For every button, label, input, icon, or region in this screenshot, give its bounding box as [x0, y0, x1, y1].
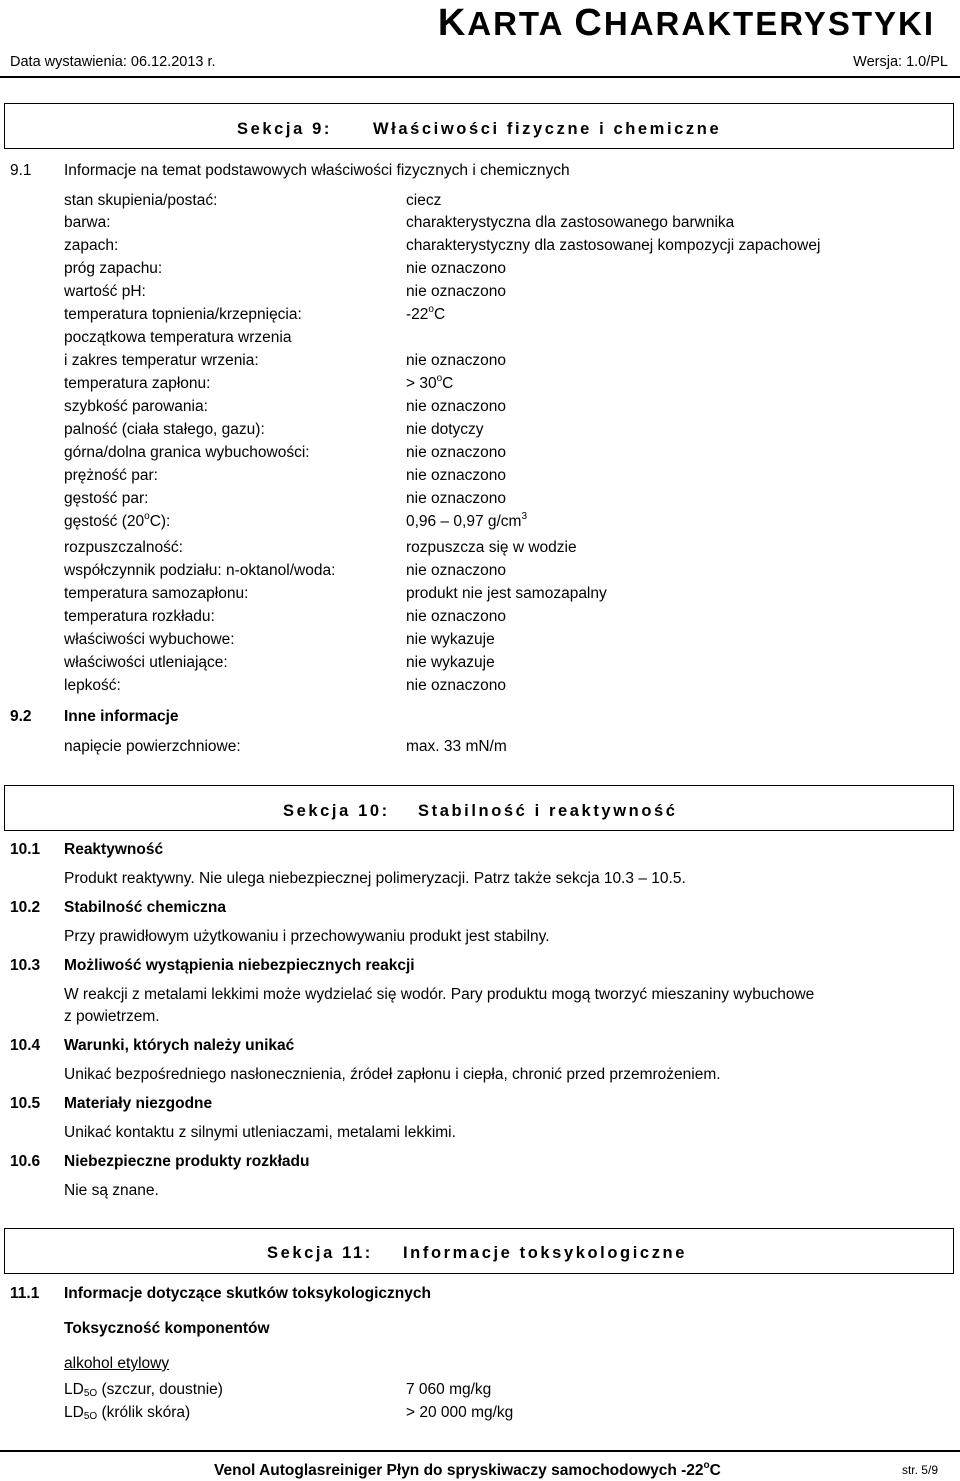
property-label: lepkość:	[64, 677, 121, 694]
property-value: 0,96 – 0,97 $g/cm^3$	[406, 511, 528, 530]
subsection-title: Stabilność chemiczna	[64, 899, 226, 916]
subsection-num: 10.3	[10, 957, 41, 974]
subsection-title: Niebezpieczne produkty rozkładu	[64, 1153, 310, 1170]
subsection-title: Warunki, których należy unikać	[64, 1037, 295, 1054]
property-value: nie oznaczono	[406, 444, 506, 461]
component-name: alkohol etylowy	[64, 1355, 170, 1372]
page-number: str. 5/9	[901, 1463, 938, 1477]
property-value: ciecz	[406, 192, 442, 209]
paragraph: Przy prawidłowym użytkowaniu i przechowywaniu produkt jest stabilny.	[64, 928, 550, 945]
tox-row-label: $LD_{5O}$ (szczur, doustnie)	[64, 1381, 223, 1399]
subsection-num: 10.2	[10, 899, 41, 916]
subsection-title: Inne informacje	[64, 708, 179, 725]
subsection-title: Informacje na temat podstawowych właściwości fizycznych i chemicznych	[64, 162, 570, 179]
paragraph: Produkt reaktywny. Nie ulega niebezpiecznej polimeryzacji. Patrz także sekcja 10.3 – 10.5.	[64, 870, 686, 887]
property-label: rozpuszczalność:	[64, 539, 183, 556]
subsection-num: 10.1	[10, 841, 41, 858]
paragraph: Unikać bezpośredniego nasłonecznienia, źródeł zapłonu i ciepła, chronić przed przemrożeniem.	[64, 1066, 721, 1083]
property-value: nie oznaczono	[406, 283, 506, 300]
subsection-title: Materiały niezgodne	[64, 1095, 213, 1112]
section-11-label: Sekcja 11:	[267, 1244, 373, 1262]
section-9-label: Sekcja 9:	[237, 120, 332, 138]
issue-date: Data wystawienia: 06.12.2013 r.	[10, 54, 216, 70]
property-label: stan skupienia/postać:	[64, 192, 218, 209]
property-value: nie oznaczono	[406, 562, 506, 579]
property-label: gęstość par:	[64, 490, 149, 507]
footer-rule	[0, 1450, 960, 1452]
version: Wersja: 1.0/PL	[853, 54, 948, 70]
property-value: nie oznaczono	[406, 260, 506, 277]
property-label: gęstość (20$^o$C):	[64, 511, 171, 530]
subsection-num: 10.4	[10, 1037, 41, 1054]
property-value: max. 33 mN/m	[406, 738, 507, 755]
property-label: temperatura zapłonu:	[64, 375, 211, 392]
property-label: palność (ciała stałego, gazu):	[64, 421, 265, 438]
property-label: początkowa temperatura wrzenia	[64, 329, 292, 346]
property-value: charakterystyczny dla zastosowanej kompozycji zapachowej	[406, 237, 821, 254]
property-value: nie wykazuje	[406, 631, 495, 648]
subsection-num: 10.5	[10, 1095, 41, 1112]
section-9-title: Właściwości fizyczne i chemiczne	[373, 120, 722, 138]
paragraph: Unikać kontaktu z silnymi utleniaczami, metalami lekkimi.	[64, 1124, 456, 1141]
property-label: górna/dolna granica wybuchowości:	[64, 444, 310, 461]
subsection-num: 9.2	[10, 708, 32, 725]
property-value: -22$^o$C	[406, 304, 446, 323]
footer-product: Venol Autoglasreiniger Płyn do spryskiwaczy samochodowych -22$^o$C	[214, 1460, 721, 1479]
section-9-header	[4, 103, 954, 149]
property-value: nie oznaczono	[406, 490, 506, 507]
section-10-title: Stabilność i reaktywność	[418, 802, 678, 820]
subsection-title: Reaktywność	[64, 841, 164, 858]
paragraph: W reakcji z metalami lekkimi może wydzielać się wodór. Pary produktu mogą tworzyć mieszaniny wybuchowe	[64, 986, 815, 1003]
property-label: próg zapachu:	[64, 260, 163, 277]
subsection-num: 10.6	[10, 1153, 41, 1170]
property-label: zapach:	[64, 237, 119, 254]
property-value: nie oznaczono	[406, 677, 506, 694]
property-label: temperatura rozkładu:	[64, 608, 215, 625]
property-value: nie oznaczono	[406, 398, 506, 415]
property-value: nie oznaczono	[406, 467, 506, 484]
section-10-header	[4, 785, 954, 831]
section-10-label: Sekcja 10:	[283, 802, 390, 820]
property-label: właściwości wybuchowe:	[64, 631, 235, 648]
tox-row-label: $LD_{5O}$ (królik skóra)	[64, 1404, 191, 1422]
subsection-title: Informacje dotyczące skutków toksykologicznych	[64, 1285, 431, 1302]
subsection-title: Możliwość wystąpienia niebezpiecznych reakcji	[64, 957, 415, 974]
document-title: KARTA CHARAKTERYSTYKI	[437, 2, 935, 44]
property-value: produkt nie jest samozapalny	[406, 585, 607, 602]
property-label: prężność par:	[64, 467, 158, 484]
property-label: i zakres temperatur wrzenia:	[64, 352, 259, 369]
property-value: nie oznaczono	[406, 352, 506, 369]
property-value: > $30^oC$	[406, 373, 454, 392]
property-value: rozpuszcza się w wodzie	[406, 539, 577, 556]
header-rule	[0, 76, 960, 78]
property-value: charakterystyczna dla zastosowanego barwnika	[406, 214, 735, 231]
section-11-header	[4, 1228, 954, 1274]
property-label: współczynnik podziału: n-oktanol/woda:	[64, 562, 336, 579]
property-value: nie dotyczy	[406, 421, 484, 438]
property-label: szybkość parowania:	[64, 398, 208, 415]
tox-row-value: 7 060 mg/kg	[406, 1381, 492, 1398]
tox-row-value: > 20 000 mg/kg	[406, 1404, 514, 1421]
property-label: napięcie powierzchniowe:	[64, 738, 241, 755]
paragraph: Nie są znane.	[64, 1182, 159, 1199]
property-value: nie oznaczono	[406, 608, 506, 625]
property-label: temperatura topnienia/krzepnięcia:	[64, 306, 302, 323]
paragraph: z powietrzem.	[64, 1008, 160, 1025]
section-11-title: Informacje toksykologiczne	[403, 1244, 687, 1262]
subsection-num: 9.1	[10, 162, 32, 179]
tox-heading: Toksyczność komponentów	[64, 1320, 270, 1337]
property-label: temperatura samozapłonu:	[64, 585, 249, 602]
property-value: nie wykazuje	[406, 654, 495, 671]
subsection-num: 11.1	[10, 1285, 40, 1302]
property-label: wartość pH:	[64, 283, 146, 300]
property-label: właściwości utleniające:	[64, 654, 228, 671]
property-label: barwa:	[64, 214, 111, 231]
